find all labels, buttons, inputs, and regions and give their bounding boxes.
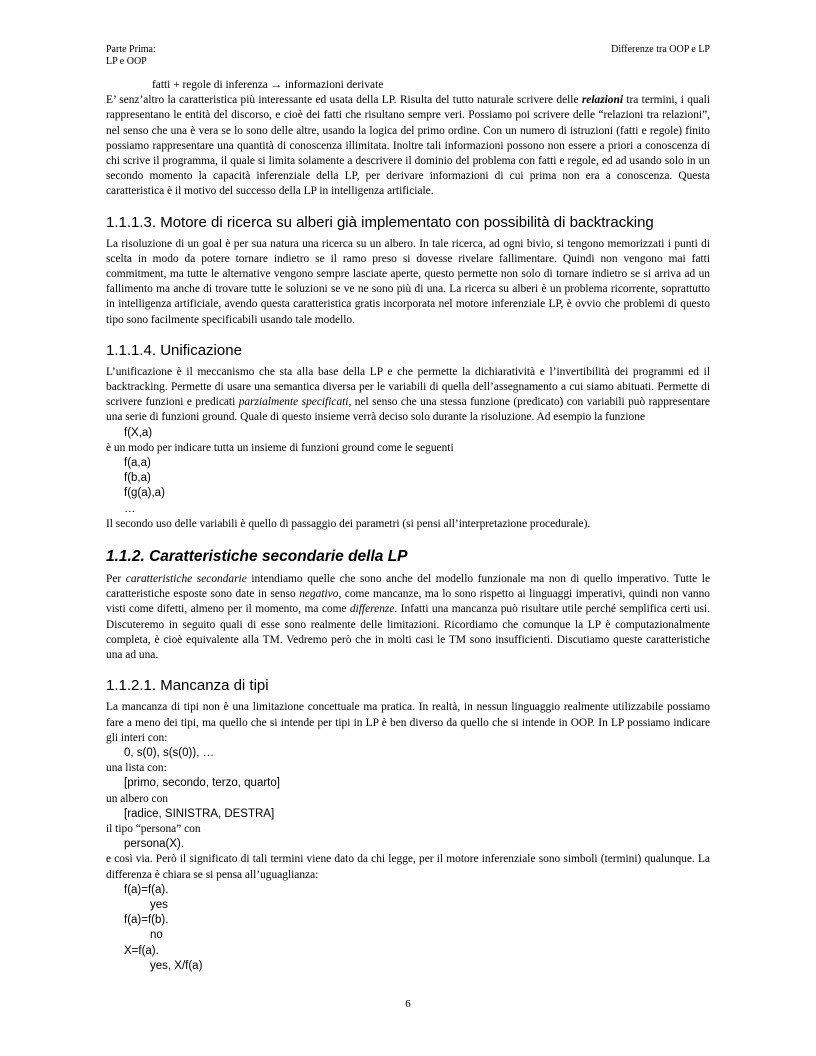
code-answer: no <box>150 929 163 942</box>
code-answer: yes, X/f(a) <box>150 959 203 972</box>
running-header-left <box>106 44 156 68</box>
section-heading-1113: 1.1.1.3. Motore di ricerca su alberi già implementato con possibilità di backtracking <box>106 213 654 231</box>
intro-formula: fatti + regole di inferenza → informazioni derivate <box>152 79 384 91</box>
section-heading-1121: 1.1.2.1. Mancanza di tipi <box>106 677 269 695</box>
code-example: f(a,a) <box>124 457 151 470</box>
code-answer: yes <box>150 898 168 911</box>
paragraph-simboli: e così via. Però il significato di tali termini viene dato da chi legge, per il motore inferenziale sono simboli (termini) qualunque. La differenza è chiara se si pensa all’uguaglianza: <box>106 853 710 881</box>
header-part: Parte Prima: <box>106 44 156 55</box>
paragraph-unificazione: L’unificazione è il meccanismo che sta alla base della LP e che permette la dichiaratività e l’invertibilità dei programmi ed il backtracking. Permette di usare una semantica diversa per le variabili di quella dell’assegnamento a cui siamo abituati. Permette di scrivere funzioni e predicati parzialmente specificati, nel senso che una stessa funzione (predicato) con variabili può rappresentare una serie di funzioni ground. Quale di questo insieme verrà deciso solo durante la risoluzione. Ad esempio la funzione <box>106 365 710 424</box>
text-line: una lista con: <box>106 762 167 775</box>
section-heading-112: 1.1.2. Caratteristiche secondarie della LP <box>106 548 408 566</box>
code-example: [radice, SINISTRA, DESTRA] <box>124 807 275 820</box>
code-example: f(g(a),a) <box>124 487 165 500</box>
code-query: f(a)=f(a). <box>124 883 169 896</box>
intro-paragraph: E’ senz’altro la caratteristica più interessante ed usata della LP. Risulta del tutto naturale scrivere delle relazioni tra termini, i quali rappresentano le entità del discorso, e cioè dei fatti che risultano sempre veri. Possiamo poi scrivere delle “relazioni tra relazioni”, nel senso che una è vera se lo sono delle altre, usando la logica del primo ordine. Con un numero di istruzioni (fatti e regole) finito possiamo rappresentare una quantità di conoscenza illimitata. Inoltre tali informazioni possono non essere a priori a conoscenza di chi scrive il programma, il quale si limita solamente a descrivere il dominio del problema con fatti e regole, ed ad usando solo in un secondo momento la capacità inferenziale della LP, per derivare informazioni di cui prima non era a conoscenza. Questa caratteristica è il motivo del successo della LP in intelligenza artificiale. <box>106 94 710 198</box>
code-query: X=f(a). <box>124 944 159 957</box>
code-example: persona(X). <box>124 838 185 851</box>
code-example: … <box>124 502 136 515</box>
page-number: 6 <box>405 998 411 1010</box>
section-heading-1114: 1.1.1.4. Unificazione <box>106 341 242 359</box>
text-line: il tipo “persona” con <box>106 822 201 835</box>
paragraph-backtracking: La risoluzione di un goal è per sua natura una ricerca su un albero. In tale ricerca, ad ogni bivio, si tengono memorizzati i punti di scelta in modo da potere tornare indietro se il ramo preso si dovesse rivelare fallimentare. Quindi non vengono mai fatti commitment, ma tutte le alternative vengono sempre lasciate aperte, questo permette non solo di tornare indietro se si arriva ad un fallimento ma anche di trovare tutte le soluzioni se ve ne sono più di una. La ricerca su alberi è un problema ricorrente, soprattutto in intelligenza artificiale, avendo questa caratteristica gratis incorporata nel motore inferenziale LP, è ovvio che problemi di questo tipo sono facilmente specificabili usando tale modello. <box>106 237 710 326</box>
page-body <box>106 78 710 974</box>
code-query: f(a)=f(b). <box>124 914 169 927</box>
header-subtitle: LP e OOP <box>106 56 147 67</box>
code-example: 0, s(0), s(s(0)), … <box>124 746 215 759</box>
running-header-right: Differenze tra OOP e LP <box>611 44 710 55</box>
code-example: f(X,a) <box>124 426 153 439</box>
paragraph-tipi: La mancanza di tipi non è una limitazione concettuale ma pratica. In realtà, in nessun linguaggio realmente utilizzabile possiamo fare a meno dei tipi, ma quello che si intende per tipi in LP è ben diverso da quello che si intende in OOP. In LP possiamo indicare gli interi con: <box>106 701 710 744</box>
paragraph-secondarie: Per caratteristiche secondarie intendiamo quelle che sono anche del modello funzionale ma non di quello imperativo. Tutte le caratteristiche esposte sono date in senso negativo, come mancanze, ma lo sono rispetto ai linguaggi imperativi, quindi non vanno visti come difetti, almeno per il momento, ma come differenze. Infatti una mancanza può risultare utile perché semplifica certi usi. Discuteremo in seguito quali di esse sono realmente delle limitazioni. Ricordiamo che comunque la LP è computazionalmente completa, è cioè equivalente alla TM. Vedremo però che in molti casi le TM sono insufficienti. Discutiamo queste caratteristiche una ad una. <box>106 573 710 662</box>
code-example: [primo, secondo, terzo, quarto] <box>124 777 280 790</box>
paragraph-ground: è un modo per indicare tutta un insieme di funzioni ground come le seguenti <box>106 441 454 454</box>
code-example: f(b,a) <box>124 472 151 485</box>
text-line: un albero con <box>106 792 168 805</box>
paragraph-parametri: Il secondo uso delle variabili è quello di passaggio dei parametri (si pensi all’interpretazione procedurale). <box>106 517 591 530</box>
